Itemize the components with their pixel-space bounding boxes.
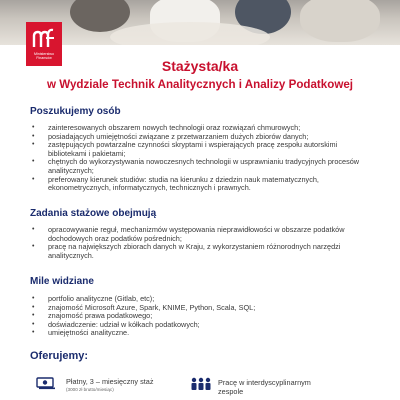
list-item: • posiadających umiejętności związane z przetwarzaniem dużych zbiorów danych; <box>30 133 375 142</box>
list-item: • pracę na największych zbiorach danych w Kraju, z wykorzystaniem różnorodnych narzędzi analitycznych. <box>30 243 375 260</box>
tasks-list <box>30 226 375 260</box>
list-item: • zainteresowanych obszarem nowych technologii oraz rozwiązań chmurowych; <box>30 124 375 133</box>
offer-item-paid-internship <box>66 377 153 392</box>
list-item: • zastępujących powtarzalne czynności skryptami i wspierających pracę zespołu autorskimi bibliotekami i pakietami; <box>30 141 375 158</box>
offer-label: Płatny, 3 – miesięczny staż <box>66 377 154 386</box>
page-subtitle: w Wydziale Technik Analitycznych i Analizy Podatkowej <box>46 78 354 91</box>
section-heading-tasks: Zadania stażowe obejmują <box>30 208 157 219</box>
list-item: • portfolio analityczne (Gitlab, etc); <box>30 295 375 304</box>
offer-sub: (3000 zł brutto/miesiąc) <box>66 387 114 392</box>
offer-item-team: Pracę w interdyscyplinarnym zespole <box>218 378 311 396</box>
nice-to-have-list <box>30 295 375 338</box>
money-icon <box>36 376 56 390</box>
logo-text: Ministerstwo Finansów <box>34 52 54 61</box>
mf-logo-icon <box>32 27 56 49</box>
section-heading-requirements: Poszukujemy osób <box>30 106 121 117</box>
offer-heading: Oferujemy: <box>30 350 89 362</box>
list-item: • znajomość Microsoft Azure, Spark, KNIME, Python, Scala, SQL; <box>30 304 375 313</box>
list-item: • doświadczenie: udział w kółkach podatkowych; <box>30 321 375 330</box>
team-icon <box>190 377 212 391</box>
list-item: • preferowany kierunek studiów: studia na kierunku z dziedzin nauk matematycznych, ekonometrycznych, informatycznych, technicznych i prawnych. <box>30 176 375 193</box>
list-item: • znajomość prawa podatkowego; <box>30 312 375 321</box>
list-item: • umiejętności analityczne. <box>30 329 375 338</box>
list-item: • chętnych do wykorzystywania nowoczesnych technologii w usprawnianiu tradycyjnych procesów analitycznych; <box>30 158 375 175</box>
section-heading-nice-to-have: Mile widziane <box>30 276 94 287</box>
page-title: Stażysta/ka <box>161 58 239 74</box>
requirements-list <box>30 124 375 193</box>
list-item: • opracowywanie reguł, mechanizmów występowania nieprawidłowości w obszarze podatków dochodowych oraz podatków pośrednich; <box>30 226 375 243</box>
ministry-logo <box>26 22 62 66</box>
